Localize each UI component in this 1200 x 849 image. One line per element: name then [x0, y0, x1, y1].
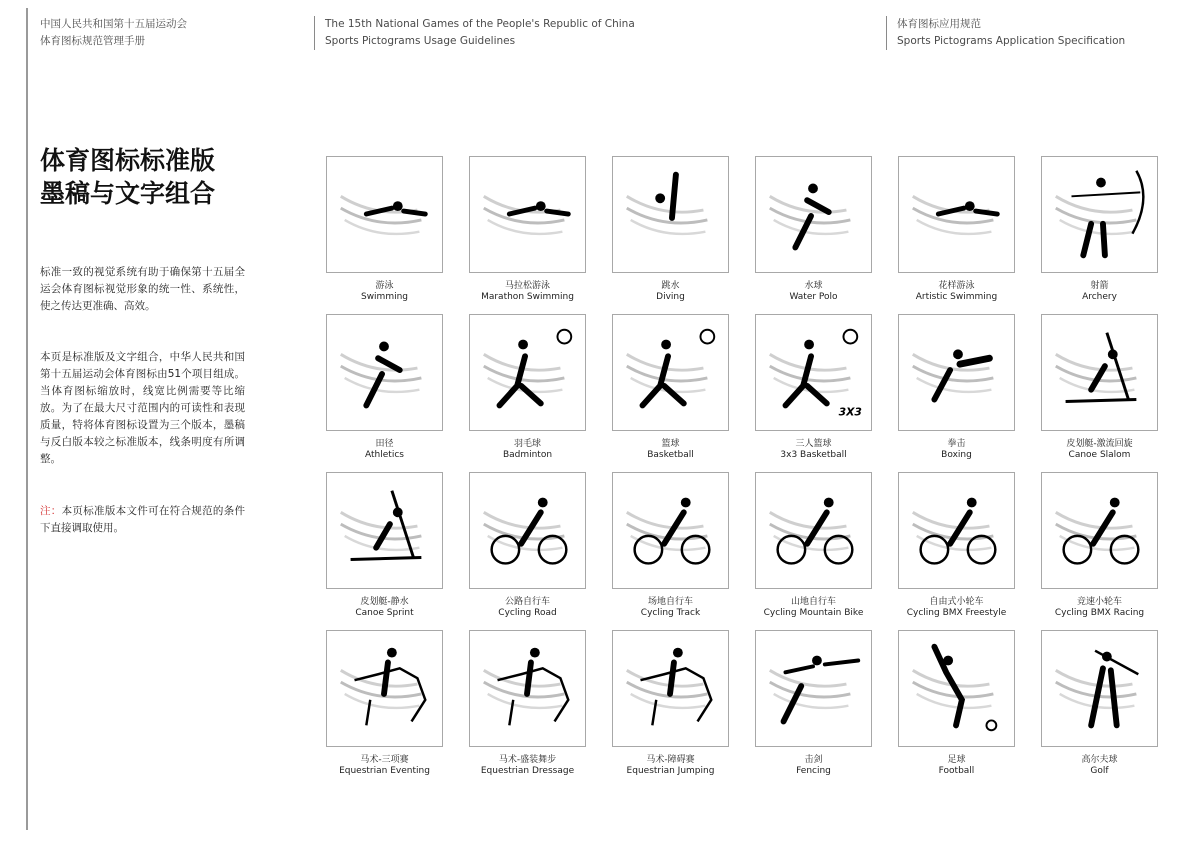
header-col-1-line-1: 中国人民共和国第十五届运动会	[40, 18, 187, 30]
pictogram-tile	[326, 156, 443, 273]
pictogram-name-en: Cycling Road	[498, 608, 557, 618]
artistic-swimming-icon	[899, 157, 1014, 272]
pictogram-caption	[326, 597, 443, 619]
pictogram-caption	[469, 597, 586, 619]
pictogram-caption	[898, 755, 1015, 777]
pictogram-name-zh: 跳水	[661, 281, 680, 291]
pictogram-card	[469, 472, 586, 619]
header-col-3-line-1: 体育图标应用规范	[897, 18, 981, 30]
pictogram-name-en: Cycling BMX Racing	[1054, 608, 1145, 618]
pictogram-name-zh: 田径	[375, 439, 394, 449]
pictogram-name-zh: 马拉松游泳	[504, 281, 550, 291]
header-col-3	[886, 16, 1176, 50]
pictogram-name-en: Water Polo	[789, 292, 838, 302]
pictogram-name-zh: 击剑	[804, 755, 823, 765]
pictogram-caption	[612, 439, 729, 461]
canoe-slalom-icon	[1042, 315, 1157, 430]
diving-icon	[613, 157, 728, 272]
left-margin-rule	[26, 8, 28, 830]
pictogram-card	[1041, 314, 1158, 461]
pictogram-caption	[326, 281, 443, 303]
pictogram-tile	[898, 156, 1015, 273]
page-title-line-2: 墨稿与文字组合	[40, 179, 216, 208]
pictogram-name-zh: 马术-三项赛	[360, 755, 409, 765]
pictogram-name-en: Cycling Mountain Bike	[763, 608, 864, 618]
pictogram-name-zh: 羽毛球	[513, 439, 541, 449]
pictogram-name-en: Equestrian Dressage	[480, 766, 575, 776]
pictogram-tile	[612, 156, 729, 273]
pictogram-caption	[755, 281, 872, 303]
pictogram-tile	[898, 314, 1015, 431]
pictogram-name-en: Equestrian Jumping	[626, 766, 715, 776]
pictogram-name-zh: 马术-障碍赛	[646, 755, 695, 765]
fencing-icon	[756, 631, 871, 746]
pictogram-card	[898, 314, 1015, 461]
pictogram-caption	[898, 597, 1015, 619]
pictogram-name-zh: 场地自行车	[647, 597, 693, 607]
canoe-sprint-icon	[327, 473, 442, 588]
pictogram-name-en: Cycling BMX Freestyle	[906, 608, 1007, 618]
pictogram-card	[612, 314, 729, 461]
header-col-1	[40, 16, 290, 50]
pictogram-tile	[755, 630, 872, 747]
pictogram-card	[469, 314, 586, 461]
pictogram-name-zh: 拳击	[947, 439, 966, 449]
pictogram-tile	[1041, 156, 1158, 273]
cycling-bmx-racing-icon	[1042, 473, 1157, 588]
pictogram-tile	[612, 472, 729, 589]
badminton-icon	[470, 315, 585, 430]
pictogram-tile	[755, 472, 872, 589]
equestrian-jumping-icon	[613, 631, 728, 746]
pictogram-card	[326, 472, 443, 619]
pictogram-name-en: Boxing	[941, 450, 972, 460]
pictogram-card	[326, 630, 443, 777]
pictogram-tile	[326, 472, 443, 589]
pictogram-card	[326, 314, 443, 461]
usage-note	[40, 503, 245, 537]
header-col-3-line-2: Sports Pictograms Application Specification	[897, 35, 1126, 47]
pictogram-tile	[755, 156, 872, 273]
pictogram-name-en: Artistic Swimming	[915, 292, 998, 302]
pictogram-card	[898, 630, 1015, 777]
pictogram-caption	[469, 281, 586, 303]
athletics-icon	[327, 315, 442, 430]
pictogram-card	[326, 156, 443, 303]
pictogram-name-zh: 公路自行车	[504, 597, 550, 607]
pictogram-name-en: Canoe Slalom	[1068, 450, 1131, 460]
pictogram-name-zh: 皮划艇-激流回旋	[1066, 439, 1133, 449]
pictogram-caption	[1041, 597, 1158, 619]
pictogram-caption	[898, 281, 1015, 303]
pictogram-name-en: Football	[938, 766, 975, 776]
pictogram-name-zh: 水球	[804, 281, 823, 291]
pictogram-name-zh: 篮球	[661, 439, 680, 449]
pictogram-caption	[612, 281, 729, 303]
pictogram-caption	[755, 597, 872, 619]
pictogram-card	[612, 156, 729, 303]
pictogram-tile	[469, 156, 586, 273]
pictogram-tile	[1041, 472, 1158, 589]
pictogram-card	[1041, 472, 1158, 619]
pictogram-name-zh: 游泳	[375, 281, 394, 291]
pictogram-card	[755, 314, 872, 461]
pictogram-card	[612, 472, 729, 619]
pictogram-name-en: Swimming	[360, 292, 409, 302]
pictogram-caption	[469, 439, 586, 461]
swimming-icon	[327, 157, 442, 272]
pictogram-tile	[326, 314, 443, 431]
header-col-2	[314, 16, 734, 50]
pictogram-name-zh: 马术-盛装舞步	[498, 755, 557, 765]
pictogram-caption	[326, 755, 443, 777]
pictogram-name-en: Athletics	[365, 450, 404, 460]
pictogram-name-en: Fencing	[796, 766, 831, 776]
pictogram-name-zh: 射箭	[1090, 281, 1109, 291]
3x3-basketball-icon	[756, 315, 871, 430]
pictogram-name-zh: 高尔夫球	[1081, 755, 1118, 765]
pictogram-name-en: Cycling Track	[640, 608, 701, 618]
note-label: 注：	[40, 505, 62, 517]
pictogram-tile	[1041, 314, 1158, 431]
pictogram-tile	[469, 314, 586, 431]
pictogram-caption	[326, 439, 443, 461]
pictogram-caption	[469, 755, 586, 777]
pictogram-tile	[755, 314, 872, 431]
basketball-icon	[613, 315, 728, 430]
pictogram-name-en: Golf	[1090, 766, 1109, 776]
pictogram-tile	[326, 630, 443, 747]
pictogram-card	[469, 630, 586, 777]
pictogram-caption	[898, 439, 1015, 461]
pictogram-tile	[1041, 630, 1158, 747]
pictogram-name-en: Diving	[656, 292, 685, 302]
marathon-swimming-icon	[470, 157, 585, 272]
description-paragraph: 本页是标准版及文字组合，中华人民共和国第十五届运动会体育图标由51个项目组成。当体育图标缩放时，线宽比例需要等比缩放。为了在最大尺寸范围内的可读性和表现质量，特将体育图标设置为三个版本，墨稿与反白版本较之标准版本，线条明度有所调整。	[40, 351, 245, 465]
pictogram-caption	[612, 755, 729, 777]
header-col-2-line-2: Sports Pictograms Usage Guidelines	[325, 35, 516, 47]
pictogram-name-en: 3x3 Basketball	[780, 450, 847, 460]
pictogram-name-en: Badminton	[502, 450, 553, 460]
pictogram-card	[1041, 156, 1158, 303]
pictogram-caption	[612, 597, 729, 619]
header-col-1-line-2: 体育图标规范管理手册	[40, 35, 145, 47]
archery-icon	[1042, 157, 1157, 272]
pictogram-card	[898, 472, 1015, 619]
pictogram-caption	[1041, 281, 1158, 303]
pictogram-name-zh: 山地自行车	[790, 597, 836, 607]
pictogram-name-zh: 皮划艇-静水	[360, 597, 409, 607]
pictogram-tile	[469, 472, 586, 589]
pictogram-card	[755, 156, 872, 303]
pictogram-name-en: Marathon Swimming	[481, 292, 574, 302]
pictogram-card	[612, 630, 729, 777]
pictogram-tile	[612, 630, 729, 747]
pictogram-card	[898, 156, 1015, 303]
pictogram-grid	[326, 156, 1158, 786]
pictogram-tile	[898, 630, 1015, 747]
pictogram-name-zh: 花样游泳	[938, 281, 975, 291]
pictogram-card	[1041, 630, 1158, 777]
page-title-line-1: 体育图标标准版	[40, 146, 216, 175]
pictogram-name-en: Equestrian Eventing	[339, 766, 430, 776]
note-text: 本页标准版本文件可在符合规范的条件下直接调取使用。	[40, 505, 246, 534]
pictogram-name-en: Archery	[1082, 292, 1117, 302]
equestrian-eventing-icon	[327, 631, 442, 746]
pictogram-name-en: Basketball	[647, 450, 694, 460]
football-icon	[899, 631, 1014, 746]
cycling-road-icon	[470, 473, 585, 588]
pictogram-card	[469, 156, 586, 303]
page-title	[40, 144, 215, 210]
water-polo-icon	[756, 157, 871, 272]
pictogram-tile	[898, 472, 1015, 589]
equestrian-dressage-icon	[470, 631, 585, 746]
pictogram-caption	[755, 755, 872, 777]
header-col-2-line-1: The 15th National Games of the People's Republic of China	[325, 18, 635, 30]
cycling-track-icon	[613, 473, 728, 588]
pictogram-name-zh: 竞速小轮车	[1076, 597, 1122, 607]
pictogram-caption	[755, 439, 872, 461]
cycling-bmx-freestyle-icon	[899, 473, 1014, 588]
pictogram-name-zh: 自由式小轮车	[929, 597, 984, 607]
pictogram-name-en: Canoe Sprint	[355, 608, 414, 618]
pictogram-name-zh: 足球	[947, 755, 966, 765]
cycling-mountain-bike-icon	[756, 473, 871, 588]
pictogram-caption	[1041, 755, 1158, 777]
pictogram-name-zh: 三人篮球	[795, 439, 832, 449]
pictogram-tile	[612, 314, 729, 431]
boxing-icon	[899, 315, 1014, 430]
pictogram-card	[755, 472, 872, 619]
pictogram-tile	[469, 630, 586, 747]
intro-paragraph: 标准一致的视觉系统有助于确保第十五届全运会体育图标视觉形象的统一性、系统性，使之传达更准确、高效。	[40, 266, 245, 312]
pictogram-caption	[1041, 439, 1158, 461]
svg-text:3X3: 3X3	[838, 405, 862, 419]
golf-icon	[1042, 631, 1157, 746]
pictogram-card	[755, 630, 872, 777]
